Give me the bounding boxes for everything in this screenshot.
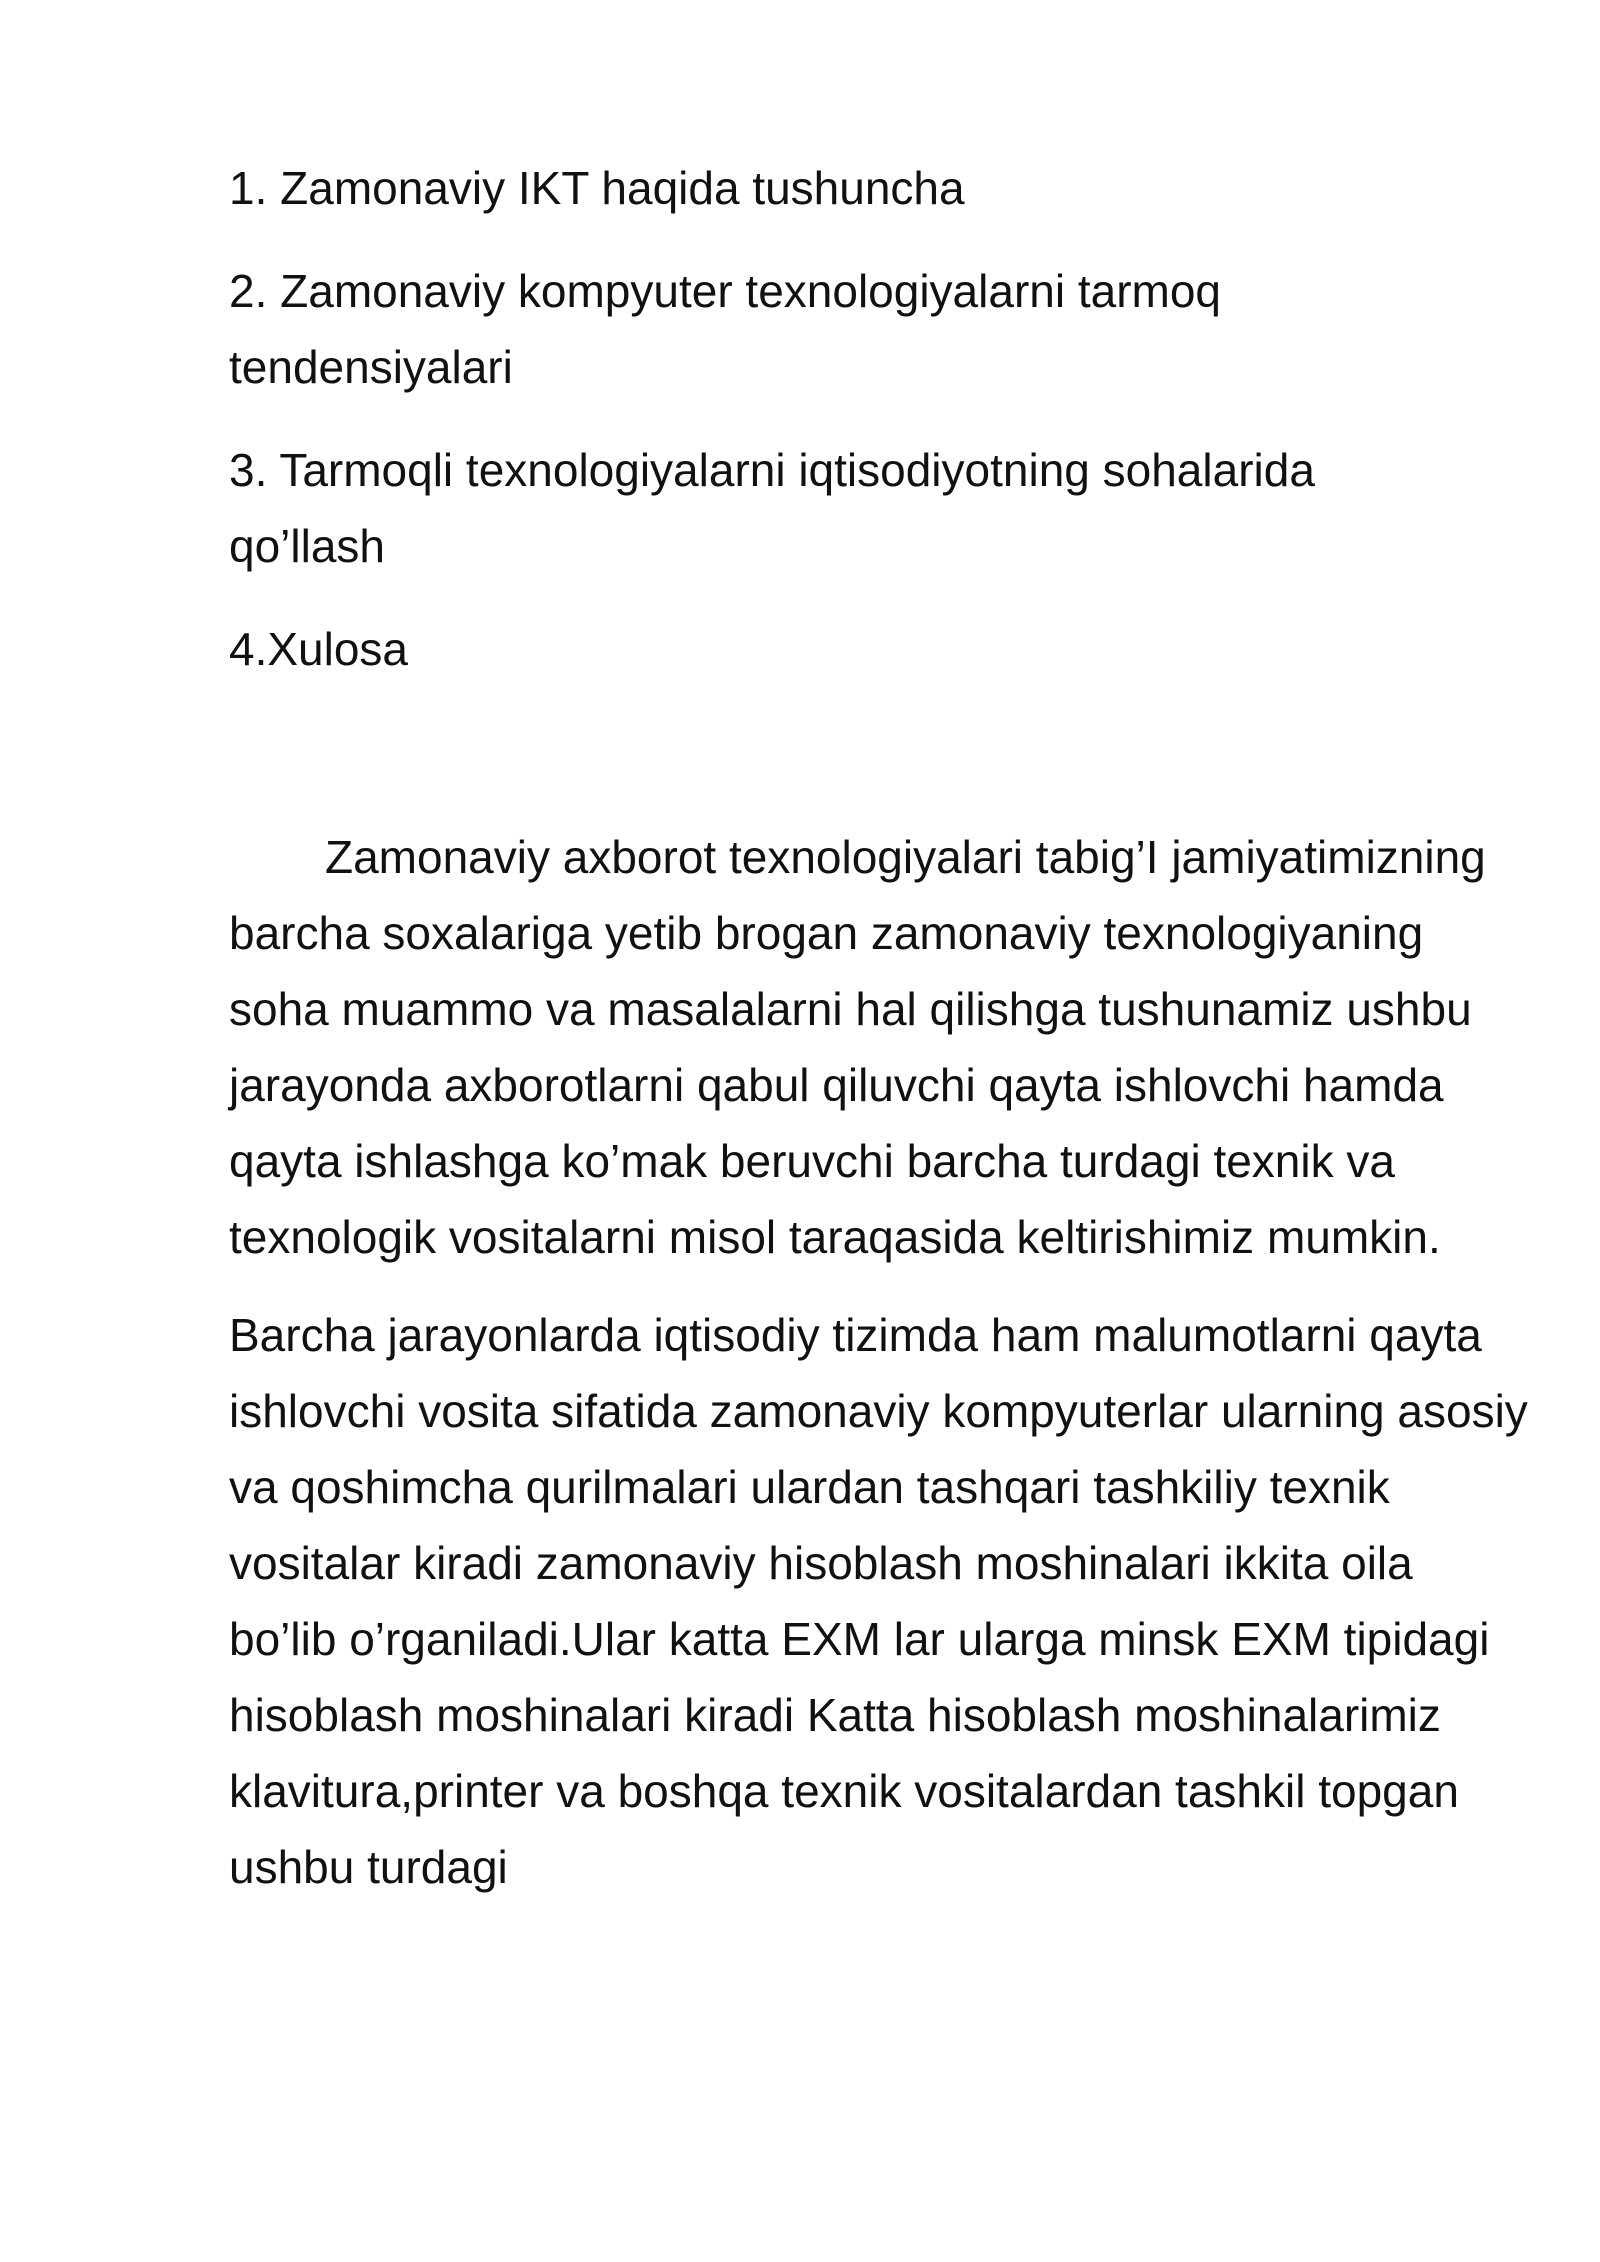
toc-item-3: 3. Tarmoqli texnologiyalarni iqtisodiyotning sohalarida qo’llash bbox=[229, 444, 1315, 572]
toc-item-4: 4.Xulosa bbox=[229, 623, 409, 675]
toc-item-1: 1. Zamonaviy IKT haqida tushuncha bbox=[229, 162, 965, 214]
toc-item-2: 2. Zamonaviy kompyuter texnologiyalarni tarmoq tendensiyalari bbox=[229, 265, 1222, 393]
table-of-contents bbox=[229, 150, 1529, 687]
body-paragraph-1: Zamonaviy axborot texnologiyalari tabig’I jamiyatimizning barcha soxalariga yetib brogan zamonaviy texnologiyaning soha muammo va masalalarni hal qilishga tushunamiz ushbu jarayonda axborotlarni qabul qiluvchi qayta ishlovchi hamda qayta ishlashga ko’mak beruvchi barcha turdagi texnik va texnologik vositalarni misol taraqasida keltirishimiz mumkin. bbox=[229, 831, 1486, 1263]
document-content bbox=[229, 150, 1529, 1905]
body-paragraph-2: Barcha jarayonlarda iqtisodiy tizimda ham malumotlarni qayta ishlovchi vosita sifatida zamonaviy kompyuterlar ularning asosiy va qoshimcha qurilmalari ulardan tashqari tashkiliy texnik vositalar kiradi zamonaviy hisoblash moshinalari ikkita oila bo’lib o’rganiladi.Ular katta EXM lar ularga minsk EXM tipidagi hisoblash moshinalari kiradi Katta hisoblash moshinalarimiz klavitura,printer va boshqa texnik vositalardan tashkil topgan ushbu turdagi bbox=[229, 1309, 1528, 1893]
